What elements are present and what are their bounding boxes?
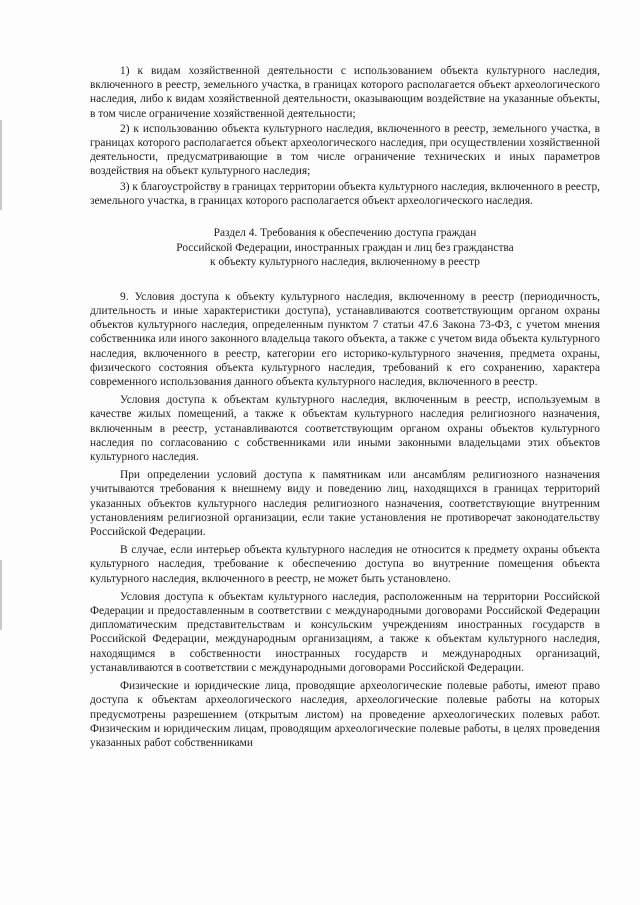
paragraph: Физические и юридические лица, проводящие археологические полевые работы, имеют право доступа к объектам археологического наследия, археологические полевые работы на которых предусмотрены разрешением (открытым листом) на проведение археологических полевых работ. Физическим и юридическим лицам, проводящим археологические полевые работы, в целях проведения указанных работ собственниками (90, 680, 600, 749)
scan-edge-mark (0, 120, 2, 210)
scan-edge-mark (0, 560, 2, 630)
list-item-2: 2) к использованию объекта культурного наследия, включенного в реестр, земельного участка, в границах которого располагается объект археологического наследия, при осуществлении хозяйственной деятельности, предусматривающие в том числе ограничение технических и иных параметров воздействия на объект культурного наследия; (90, 122, 600, 178)
paragraph: Условия доступа к объектам культурного наследия, включенным в реестр, используемым в качестве жилых помещений, а также к объектам культурного наследия религиозного назначения, включенным в реестр, устанавливаются соответствующим органом охраны объектов культурного наследия по согласованию с собственниками или иными законными владельцами этих объектов культурного наследия. (90, 394, 600, 464)
section-heading-line-2: Российской Федерации, иностранных граждан и лиц без гражданства (176, 241, 514, 254)
paragraph: Условия доступа к объектам культурного наследия, расположенным на территории Российской Федерации и предоставленным в соответствии с международными договорами Российской Федерации дипломатическим представительствам и консульским учреждениям иностранных государств в Российской Федерации, международным организациям, а также к объектам культурного наследия, находящимся в собственности иностранных государств и международных организаций, устанавливаются в соответствии с международными договорами Российской Федерации. (90, 590, 600, 674)
paragraph: В случае, если интерьер объекта культурного наследия не относится к предмету охраны объекта культурного наследия, требование к обеспечению доступа во внутренние помещения объекта культурного наследия, включенного в реестр, не может быть установлено. (90, 544, 600, 585)
section-heading-line-3: к объекту культурного наследия, включенному в реестр (210, 256, 480, 269)
paragraph: При определении условий доступа к памятникам или ансамблям религиозного назначения учитываются требования к внешнему виду и поведению лиц, находящихся в границах территорий указанных объектов культурного наследия религиозного назначения, соответствующие внутренним установлениям религиозной организации, если такие установления не противоречат законодательству Российской Федерации. (90, 469, 600, 539)
list-item-3: 3) к благоустройству в границах территории объекта культурного наследия, включенного в реестр, земельного участка, в границах которого располагается объект археологического наследия. (90, 180, 600, 207)
section-heading (90, 226, 600, 270)
paragraph-9: 9. Условия доступа к объекту культурного наследия, включенному в реестр (периодичность, длительность и иные характеристики доступа), устанавливаются соответствующим органом охраны объектов культурного наследия, определенным пунктом 7 статьи 47.6 Закона 73-ФЗ, с учетом мнения собственника или иного законного владельца такого объекта, а также с учетом вида объекта культурного наследия, включенного в реестр, категории его историко-культурного значения, предмета охраны, физического состояния объекта культурного наследия, требований к его сохранению, характера современного использования данного объекта культурного наследия, включенного в реестр. (90, 290, 600, 389)
list-item-1: 1) к видам хозяйственной деятельности с использованием объекта культурного наследия, включенного в реестр, земельного участка, в границах которого располагается объект археологического наследия, либо к видам хозяйственной деятельности, оказывающим воздействие на указанные объекты, в том числе ограничение хозяйственной деятельности; (90, 65, 600, 120)
section-heading-line-1: Раздел 4. Требования к обеспечению доступа граждан (213, 227, 477, 240)
document-body (90, 64, 600, 751)
